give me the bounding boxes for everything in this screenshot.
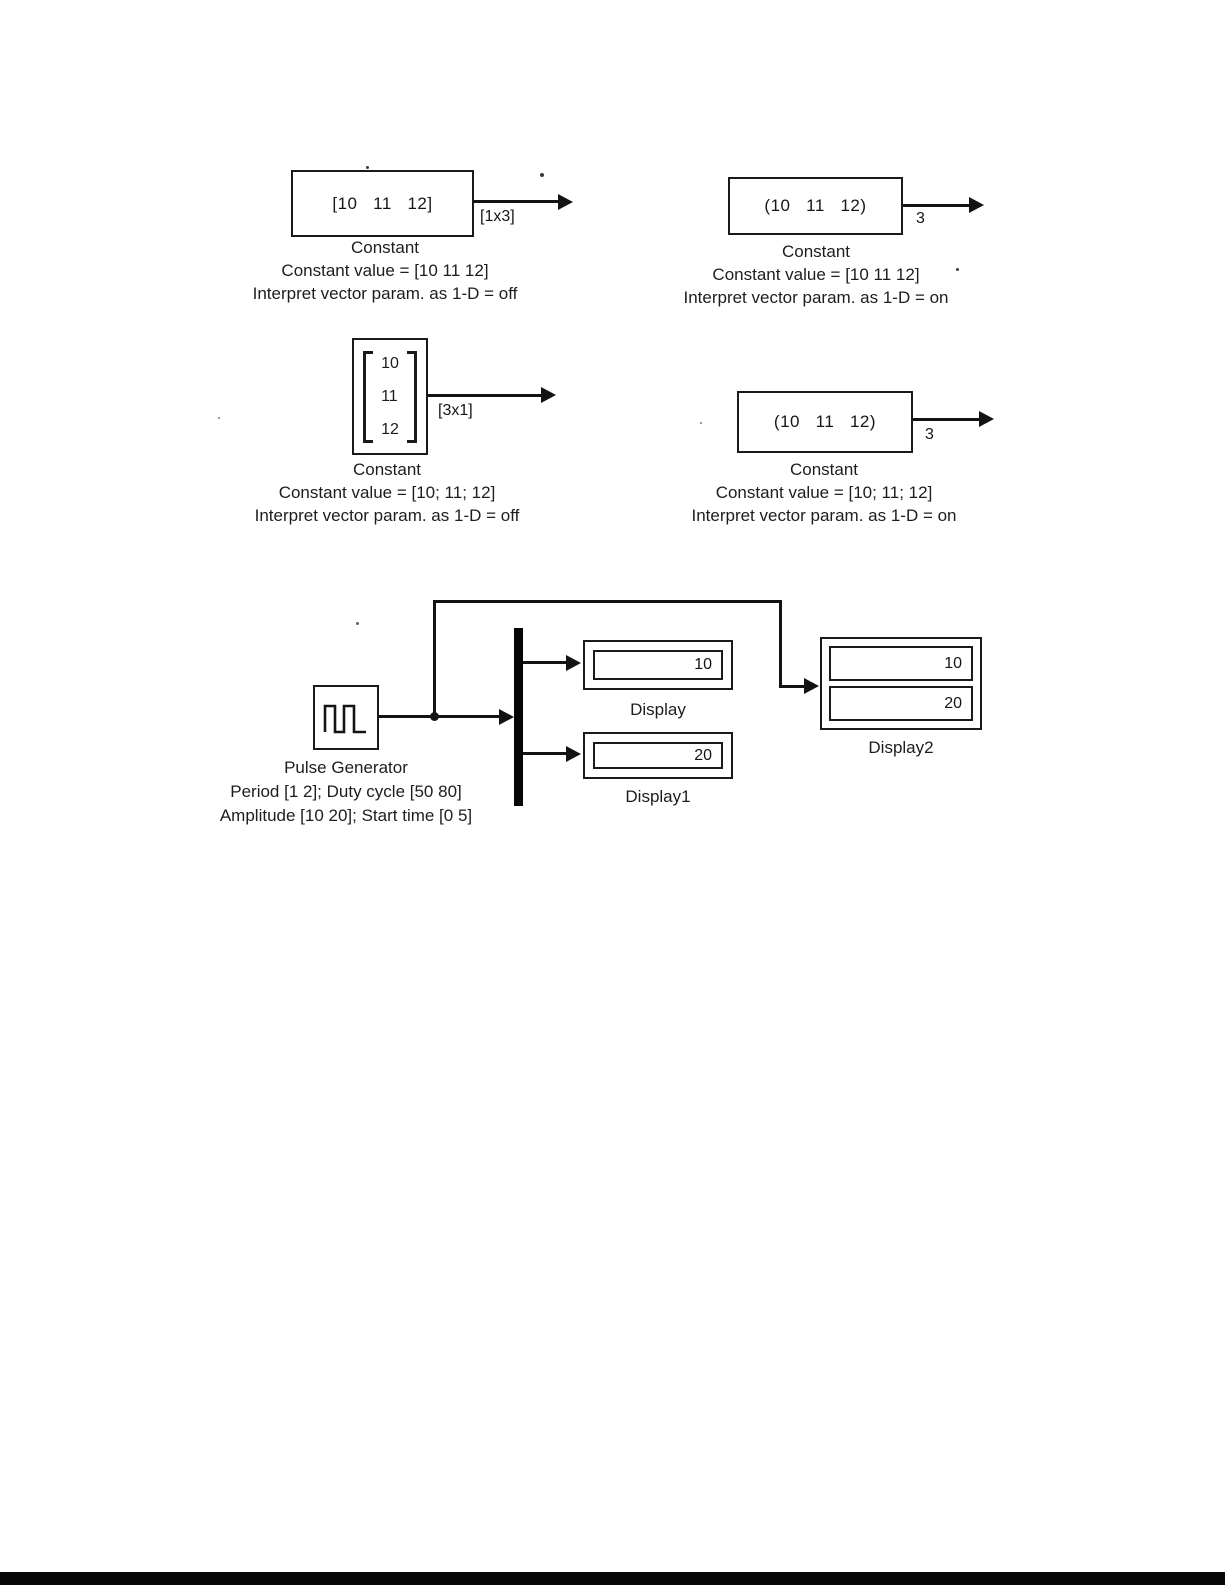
interpret-param-caption: Interpret vector param. as 1-D = on xyxy=(683,288,949,307)
pulse-generator-caption xyxy=(186,756,506,828)
display-value-field: 10 xyxy=(829,646,973,681)
constant-block-col-on xyxy=(737,391,913,453)
interpret-param-caption: Interpret vector param. as 1-D = off xyxy=(252,284,518,303)
interpret-param-caption: Interpret vector param. as 1-D = off xyxy=(254,506,520,525)
constant-value-caption: Constant value = [10 11 12] xyxy=(281,261,489,280)
arrowhead-icon xyxy=(499,709,514,725)
block-name-label: Pulse Generator xyxy=(284,758,408,777)
branch-wire-down xyxy=(779,600,782,688)
constant-value-text: (10 11 12) xyxy=(764,196,867,215)
pulse-output-wire xyxy=(379,715,501,718)
block-name-label: Constant xyxy=(781,242,851,261)
arrowhead-icon xyxy=(558,194,573,210)
demux-out-wire-1 xyxy=(523,661,569,664)
display-value-field: 20 xyxy=(829,686,973,721)
scan-speck xyxy=(366,166,369,169)
constant-block-3x1 xyxy=(352,338,428,455)
arrowhead-icon xyxy=(541,387,556,403)
page-edge-bar xyxy=(0,1572,1225,1585)
block-caption xyxy=(666,240,966,309)
scan-speck xyxy=(356,622,359,625)
interpret-param-caption: Interpret vector param. as 1-D = on xyxy=(691,506,957,525)
display-block-label: Display xyxy=(630,700,686,719)
arrowhead-icon xyxy=(566,746,581,762)
pulse-generator-block xyxy=(313,685,379,750)
signal-wire xyxy=(474,200,562,203)
pulse-wave-icon xyxy=(321,694,371,742)
display2-fields xyxy=(829,646,973,721)
scan-speck xyxy=(540,173,544,177)
arrowhead-icon xyxy=(979,411,994,427)
block-caption xyxy=(237,458,537,527)
block-name-label: Constant xyxy=(350,238,420,257)
vector-row: 12 xyxy=(381,420,399,438)
constant-value-text: [10 11 12] xyxy=(332,193,433,213)
arrowhead-icon xyxy=(804,678,819,694)
branch-wire-top xyxy=(433,600,782,603)
constant-block-1x3 xyxy=(291,170,474,237)
display1-block xyxy=(583,732,733,779)
arrowhead-icon xyxy=(969,197,984,213)
demux-block xyxy=(514,628,523,806)
pulse-param-caption-1: Period [1 2]; Duty cycle [50 80] xyxy=(230,782,462,801)
constant-value-caption: Constant value = [10; 11; 12] xyxy=(278,483,496,502)
constant-value-text: (10 11 12) xyxy=(773,412,877,431)
signal-dimension-label: 3 xyxy=(916,210,925,227)
column-vector-rows xyxy=(373,351,407,443)
scan-speck xyxy=(700,422,702,424)
display-value-field: 10 xyxy=(593,650,723,680)
block-caption xyxy=(235,236,535,305)
block-name-label: Constant xyxy=(789,460,859,479)
signal-wire xyxy=(913,418,983,421)
branch-wire-up xyxy=(433,600,436,718)
signal-dimension-label: [3x1] xyxy=(438,402,473,419)
column-vector xyxy=(363,351,417,443)
right-bracket-icon xyxy=(407,351,417,443)
scan-speck xyxy=(218,417,220,419)
demux-out-wire-2 xyxy=(523,752,569,755)
block-caption xyxy=(674,458,974,527)
display1-block-label: Display1 xyxy=(625,787,691,806)
display2-block xyxy=(820,637,982,730)
display-block xyxy=(583,640,733,690)
scan-speck xyxy=(956,268,959,271)
pulse-param-caption-2: Amplitude [10 20]; Start time [0 5] xyxy=(219,806,473,825)
constant-block-row-on xyxy=(728,177,903,235)
left-bracket-icon xyxy=(363,351,373,443)
arrowhead-icon xyxy=(566,655,581,671)
signal-dimension-label: 3 xyxy=(925,426,934,443)
signal-wire xyxy=(428,394,545,397)
display2-block-label: Display2 xyxy=(868,738,934,757)
display2-input-wire xyxy=(779,685,807,688)
constant-value-caption: Constant value = [10 11 12] xyxy=(712,265,920,284)
signal-wire xyxy=(903,204,973,207)
vector-row: 11 xyxy=(381,387,398,405)
block-name-label: Constant xyxy=(352,460,422,479)
vector-row: 10 xyxy=(381,354,399,372)
constant-value-caption: Constant value = [10; 11; 12] xyxy=(715,483,933,502)
display-value-field: 20 xyxy=(593,742,723,769)
signal-dimension-label: [1x3] xyxy=(480,208,515,225)
